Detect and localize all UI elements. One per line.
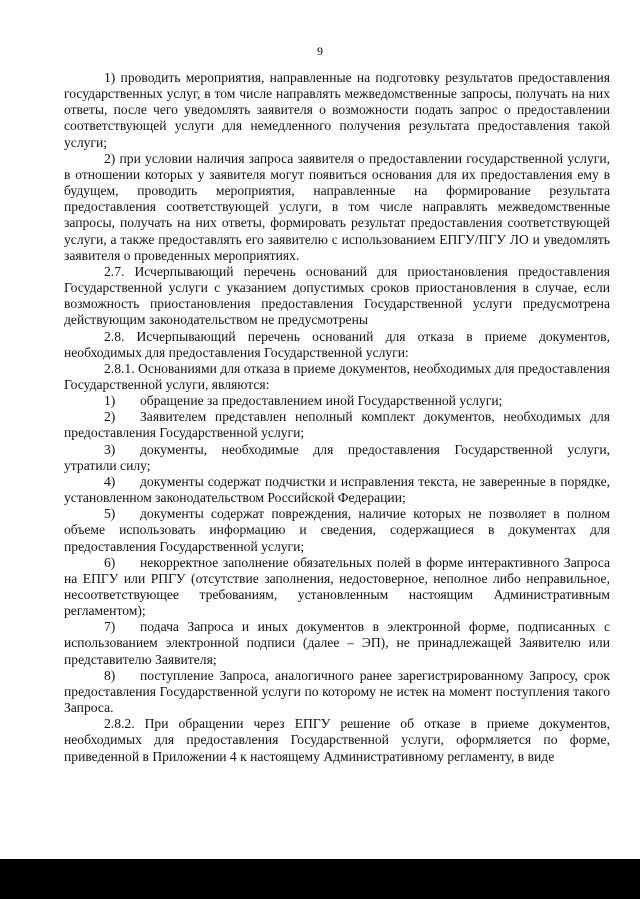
list-item-number: 3) xyxy=(104,441,116,457)
list-item xyxy=(64,506,610,554)
list-item-text: документы, необходимые для предоставления Государственной услуги, утратили силу; xyxy=(64,441,610,473)
list-item-text: поступление Запроса, аналогичного ранее зарегистрированному Запросу, срок предоставления Государственной услуги по которому не истек на момент поступления такого Запроса. xyxy=(64,667,610,716)
paragraph xyxy=(64,70,610,151)
list-item xyxy=(64,442,610,474)
list-item-number: 4) xyxy=(104,473,116,489)
section-heading-2-8 xyxy=(64,329,610,361)
paragraph-text: 2.8.2. При обращении через ЕПГУ решение об отказе в приеме документов, необходимых для предоставления Государственной услуги, оформляется по форме, приведенной в Приложении 4 к настоящему Административному регламенту, в виде xyxy=(64,716,610,764)
section-heading-2-7 xyxy=(64,264,610,329)
list-item-text: документы содержат повреждения, наличие которых не позволяет в полном объеме использовать информацию и сведения, содержащиеся в документах для предоставления Государственной услуги; xyxy=(64,506,610,554)
list-item xyxy=(64,474,610,506)
list-item-text: обращение за предоставлением иной Государственной услуги; xyxy=(140,393,503,409)
list-item-text: некорректное заполнение обязательных полей в форме интерактивного Запроса на ЕПГУ или РПГУ (отсутствие заполнения, недостоверное, неполное либо неправильное, несоответствующее требованиям, установленным настоящим Административным регламентом); xyxy=(64,554,610,619)
list-item-number: 6) xyxy=(104,554,116,570)
list-item xyxy=(64,393,610,409)
list-item-text: Заявителем представлен неполный комплект документов, необходимых для предоставления Государственной услуги; xyxy=(64,409,610,441)
paragraph-text: 2.8. Исчерпывающий перечень оснований для отказа в приеме документов, необходимых для предоставления Государственной услуги: xyxy=(64,328,610,360)
list-item xyxy=(64,619,610,667)
section-heading-2-8-2 xyxy=(64,716,610,764)
list-item-number: 2) xyxy=(104,409,116,425)
document-body xyxy=(64,70,610,765)
list-item xyxy=(64,555,610,620)
paragraph-text: 2.7. Исчерпывающий перечень оснований для приостановления предоставления Государственной услуги с указанием допустимых сроков приостановления в случае, если возможность приостановления предоставления Государственной услуги предусмотрена действующим законодательством не предусмотрены xyxy=(64,263,610,328)
list-item xyxy=(64,409,610,441)
section-heading-2-8-1 xyxy=(64,361,610,393)
scan-bottom-border xyxy=(0,859,640,899)
list-item-text: подача Запроса и иных документов в электронной форме, подписанных с использованием электронной подписи (далее – ЭП), не принадлежащей Заявителю или представителю Заявителя; xyxy=(64,619,610,667)
list-item-number: 7) xyxy=(104,619,116,635)
list-item xyxy=(64,668,610,716)
list-item-number: 1) xyxy=(104,393,116,409)
paragraph-text: 1) проводить мероприятия, направленные на подготовку результатов предоставления государственных услуг, в том числе направлять межведомственные запросы, получать на них ответы, после чего уведомлять заявителя о возможности подать запрос о предоставлении соответствующей услуги для немедленного получения результата предоставления такой услуги; xyxy=(64,70,610,150)
paragraph-text: 2) при условии наличия запроса заявителя о предоставлении государственной услуги, в отношении которых у заявителя могут появиться основания для их предоставления ему в будущем, проводить мероприятия, направленные на формирование результата предоставления соответствующей услуги, в том числе направлять межведомственные запросы, получать на них ответы, формировать результат предоставления соответствующей услуги, а также предоставлять его заявителю с использованием ЕПГУ/ПГУ ЛО и уведомлять заявителя о проведенных мероприятиях. xyxy=(64,150,610,263)
paragraph xyxy=(64,151,610,264)
list-item-number: 8) xyxy=(104,667,116,683)
list-item-number: 5) xyxy=(104,506,116,522)
list-item-text: документы содержат подчистки и исправления текста, не заверенные в порядке, установленном законодательством Российской Федерации; xyxy=(64,473,610,506)
paragraph-text: 2.8.1. Основаниями для отказа в приеме документов, необходимых для предоставления Государственной услуги, являются: xyxy=(64,360,610,392)
page-number: 9 xyxy=(317,44,323,58)
